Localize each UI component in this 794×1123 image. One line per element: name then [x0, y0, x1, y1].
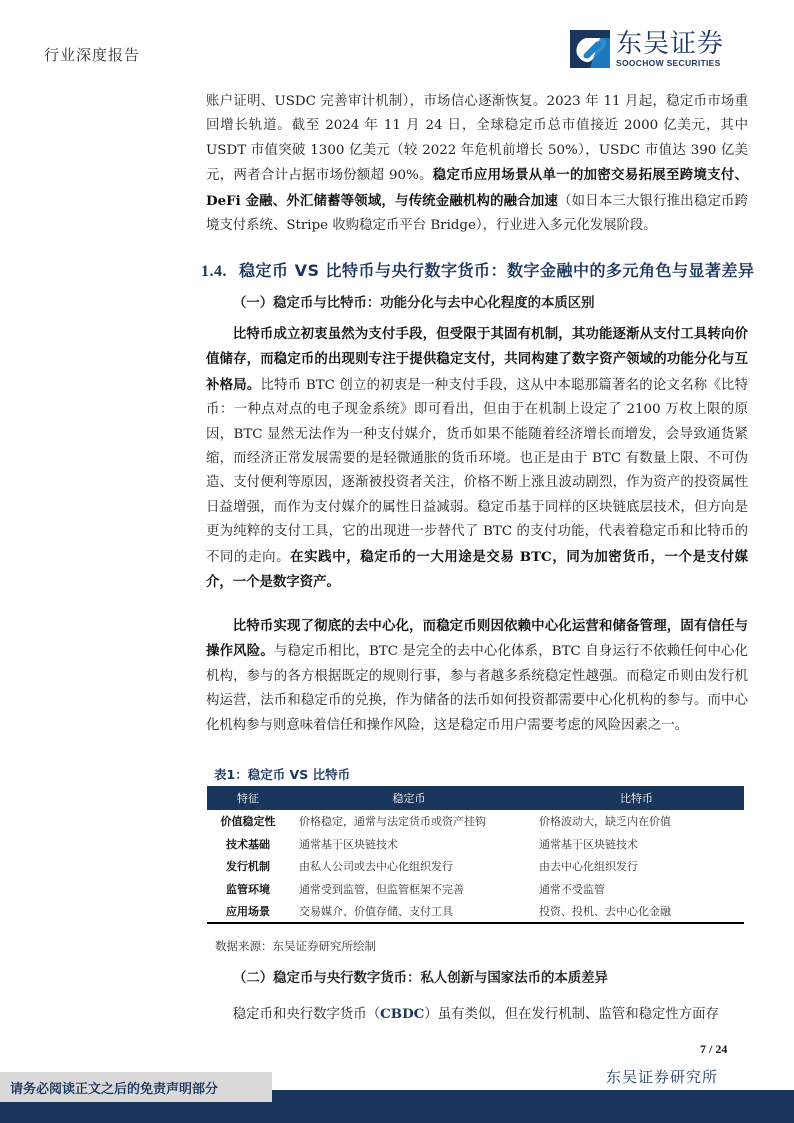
logo-cn-text: 东吴证券 [616, 29, 725, 59]
table-row [207, 810, 744, 833]
paragraph-btc-function [206, 322, 748, 595]
table-caption: 表1：稳定币 VS 比特币 [214, 767, 351, 782]
paragraph-text: 账户证明、USDC 完善审计机制），市场信心逐渐恢复。2023 年 11 月起，稳定币市场重回增长轨道。截至 2024 年 11 月 24 日，全球稳定币总市值接近 2000 亿美元，其中 USDT 市值突破 1300 亿美元（较 2022 年危机前增长 50%），USDC 市值达 390 亿美元，两者合计占据市场份额超 90%。 [206, 94, 748, 184]
section-title: 稳定币 VS 比特币与央行数字货币：数字金融中的多元角色与显著差异 [239, 261, 755, 280]
table-cell-bitcoin: 投资、投机、去中心化金融 [529, 900, 744, 923]
footer-disclaimer: 请务必阅读正文之后的免责声明部分 [0, 1072, 272, 1102]
table-cell-feature: 监管环境 [226, 882, 270, 896]
table-cell-bitcoin: 通常不受监管 [539, 882, 605, 896]
table-cell-bitcoin: 价格波动大，缺乏内在价值 [539, 815, 671, 829]
table-cell-feature: 应用场景 [207, 900, 289, 923]
table-source-note: 数据来源：东吴证券研究所绘制 [215, 939, 376, 953]
table-row [207, 833, 744, 856]
table-row [207, 900, 744, 923]
table-cell-feature: 技术基础 [226, 837, 270, 851]
table-header-cell: 特征 [207, 786, 289, 810]
paragraph-bold-text: 比特币成立初衷虽然为支付手段，但受限于其固有机制，其功能逐渐从支付工具转向价值储存，而稳定币的出现则专注于提供稳定支付，共同构建了数字资产领域的功能分化与互补格局。 [206, 326, 748, 393]
table-header-cell: 稳定币 [289, 786, 529, 810]
paragraph-bold-text: 稳定币应用场景从单一的加密交易拓展至跨境支付、DeFi 金融、外汇储蓄等领域，与传统金融机构的融合加速 [206, 167, 748, 209]
footer-organization: 东吴证券研究所 [606, 1068, 719, 1086]
table-cell-bitcoin: 通常基于区块链技术 [539, 837, 638, 851]
table-row [207, 878, 744, 901]
paragraph-cbdc [206, 1002, 748, 1027]
paragraph-bold-text: 在实践中，稳定币的一大用途是交易 BTC，同为加密货币，一个是支付媒介，一个是数字资产。 [206, 548, 749, 591]
subsection-heading-1: （一）稳定币与比特币：功能分化与去中心化程度的本质区别 [233, 296, 595, 311]
paragraph-text: 比特币 BTC 创立的初衷是一种支付手段，这从中本聪那篇著名的论文名称《比特币：一种点对点的电子现金系统》即可看出，但由于在机制上设定了 2100 万枚上限的原因，BTC 显然无法作为一种支付媒介，货币如果不能随着经济增长而增发，会导致通货紧缩，而经济正常发展需要的是轻微通胀的货币环境。也正是由于 BTC 有数量上限、不可伪造、支付便利等原因，逐渐被投资者关注，价格不断上涨且波动剧烈，作为资产的投资属性日益增强，而作为支付媒介的属性日益减弱。稳定币基于同样的区块链底层技术，但方向是更为纯粹的支付工具，它的出现进一步替代了 BTC 的支付功能，代表着稳定币和比特币的不同的走向。 [206, 377, 749, 565]
company-logo [570, 30, 724, 68]
paragraph-text: ）虽有类似，但在发行机制、监管和稳定性方面存 [424, 1007, 719, 1022]
table-header-cell: 比特币 [529, 786, 744, 810]
page-number: 7 / 24 [700, 1042, 728, 1056]
table-cell-stablecoin: 价格稳定，通常与法定货币或资产挂钩 [299, 815, 486, 829]
paragraph-market-recovery [206, 90, 748, 238]
soochow-logo-icon [570, 30, 610, 68]
logo-en-text: SOOCHOW SECURITIES [616, 58, 721, 68]
comparison-table [207, 786, 744, 924]
paragraph-text: 稳定币和央行数字货币（ [232, 1007, 381, 1022]
section-heading [201, 258, 755, 281]
paragraph-decentralization [206, 614, 748, 738]
report-type-label: 行业深度报告 [44, 46, 141, 64]
table-cell-feature: 发行机制 [226, 860, 270, 874]
table-row [207, 855, 744, 878]
paragraph-text: （如日本三大银行推出稳定币跨境支付系统、Stripe 收购稳定币平台 Bridge），行业进入多元化发展阶段。 [206, 193, 748, 234]
subsection-heading-2: （二）稳定币与央行数字货币：私人创新与国家法币的本质差异 [233, 971, 608, 986]
paragraph-text: 与稳定币相比，BTC 是完全的去中心化体系，BTC 自身运行不依赖任何中心化机构，参与的各方根据既定的规则行事，参与者越多系统稳定性越强。而稳定币则由发行机构运营，法币和稳定币的兑换，作为储备的法币如何投资都需要中心化机构的参与。而中心化机构参与则意味着信任和操作风险，这是稳定币用户需要考虑的风险因素之一。 [206, 644, 749, 733]
table-cell-stablecoin: 通常基于区块链技术 [299, 837, 398, 851]
section-number: 1.4. [201, 263, 227, 280]
paragraph-bold-text: 比特币实现了彻底的去中心化，而稳定币则因依赖中心化运营和储备管理，固有信任与操作风险。 [206, 618, 748, 660]
table-cell-feature: 价值稳定性 [220, 815, 276, 829]
table-cell-stablecoin: 由私人公司或去中心化组织发行 [299, 860, 453, 874]
table-cell-stablecoin: 交易媒介、价值存储、支付工具 [289, 900, 529, 923]
table-cell-stablecoin: 通常受到监管，但监管框架不完善 [299, 882, 464, 896]
cbdc-term: CBDC [380, 1006, 425, 1022]
table-cell-bitcoin: 由去中心化组织发行 [539, 860, 638, 874]
table-header-row [207, 786, 744, 810]
